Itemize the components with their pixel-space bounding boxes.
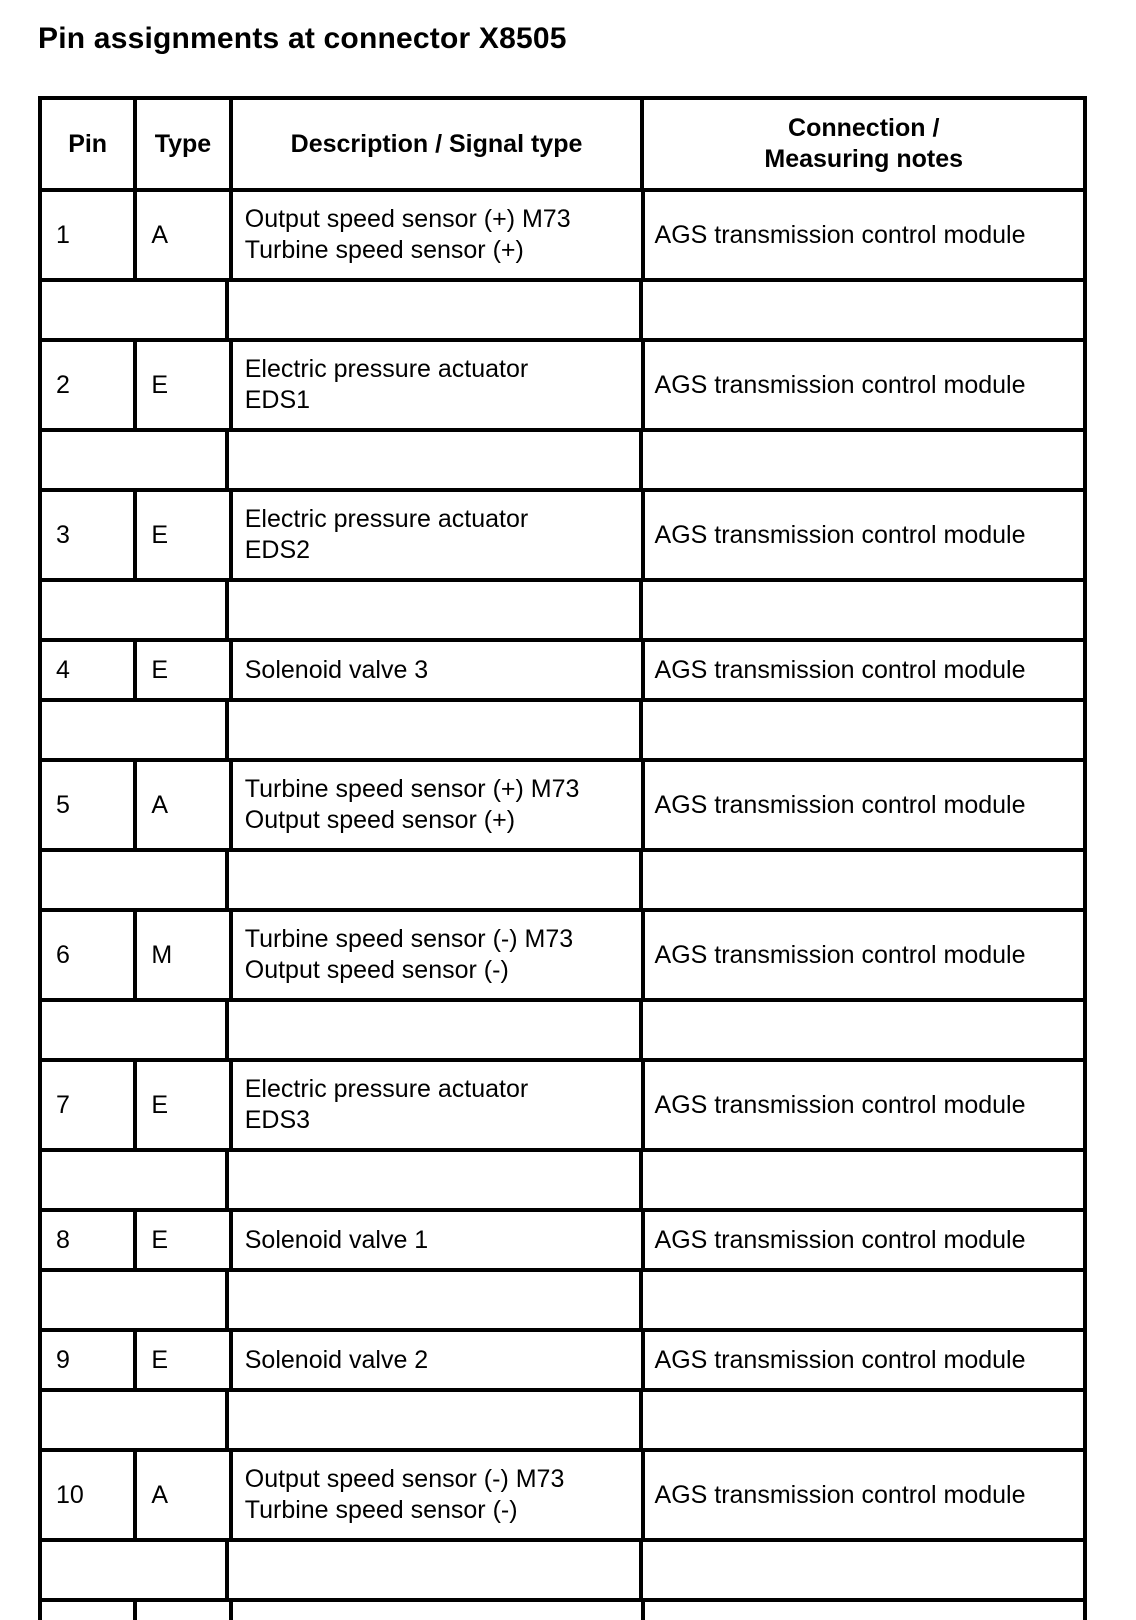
- connection-cell: AGS transmission control module: [654, 220, 1026, 249]
- description-line1: Solenoid valve 2: [244, 1345, 429, 1374]
- spacer-cell: [42, 1392, 229, 1448]
- header-pin: Pin: [42, 100, 137, 188]
- description-cell: [233, 912, 645, 998]
- type-cell: M: [137, 912, 232, 998]
- type-cell: E: [137, 1062, 232, 1148]
- header-description: Description / Signal type: [233, 100, 645, 188]
- pin-cell: 6: [42, 912, 137, 998]
- description-cell: [233, 492, 645, 578]
- spacer-cell: [42, 852, 229, 908]
- table-row: [38, 488, 1087, 578]
- type-cell: A: [137, 192, 232, 278]
- description-line2: EDS1: [244, 386, 311, 414]
- page-title: Pin assignments at connector X8505: [38, 22, 567, 55]
- description-cell: [233, 1332, 645, 1388]
- spacer-cell: [643, 582, 1083, 638]
- pin-cell: 1: [42, 192, 137, 278]
- description-cell: [233, 1452, 645, 1538]
- spacer-row: [38, 998, 1087, 1058]
- description-cell: [233, 642, 645, 698]
- table-row: [38, 908, 1087, 998]
- description-line1: Output speed sensor (-) M73: [244, 1465, 565, 1493]
- pin-cell: 3: [42, 492, 137, 578]
- description-line1: Output speed sensor (+) M73: [244, 205, 571, 233]
- description-line1: Turbine speed sensor (-) M73: [244, 925, 574, 953]
- type-cell: E: [137, 492, 232, 578]
- spacer-row: [38, 278, 1087, 338]
- description-line2: EDS3: [244, 1106, 311, 1134]
- spacer-row: [38, 848, 1087, 908]
- pin-cell: 2: [42, 342, 137, 428]
- spacer-row: [38, 698, 1087, 758]
- table-row: [38, 1328, 1087, 1388]
- connection-cell: AGS transmission control module: [654, 1345, 1026, 1374]
- connection-cell: AGS transmission control module: [654, 1225, 1026, 1254]
- spacer-row: [38, 1388, 1087, 1448]
- header-connection-line2: Measuring notes: [764, 145, 964, 173]
- table-header-row: [38, 96, 1087, 188]
- connection-cell: [645, 1602, 1084, 1620]
- connection-cell: AGS transmission control module: [654, 370, 1026, 399]
- description-cell: [233, 1602, 645, 1620]
- spacer-cell: [229, 1152, 642, 1208]
- table-row: [38, 188, 1087, 278]
- type-cell: E: [137, 642, 232, 698]
- spacer-row: [38, 1268, 1087, 1328]
- spacer-cell: [643, 1002, 1083, 1058]
- spacer-cell: [42, 1542, 229, 1598]
- description-cell: [233, 762, 645, 848]
- spacer-cell: [643, 1392, 1083, 1448]
- spacer-cell: [229, 1392, 642, 1448]
- description-cell: [233, 1212, 645, 1268]
- description-cell: [233, 1062, 645, 1148]
- table-row: [38, 758, 1087, 848]
- type-cell: A: [137, 1452, 232, 1538]
- header-connection: [644, 100, 1083, 188]
- spacer-row: [38, 1538, 1087, 1598]
- spacer-cell: [42, 282, 229, 338]
- connection-cell: AGS transmission control module: [654, 790, 1026, 819]
- description-line1: Electric pressure actuator: [244, 505, 529, 533]
- type-cell: A: [137, 762, 232, 848]
- spacer-cell: [42, 432, 229, 488]
- spacer-cell: [229, 282, 642, 338]
- spacer-cell: [229, 702, 642, 758]
- description-line1: Electric pressure actuator: [244, 1075, 529, 1103]
- type-cell: E: [137, 1332, 232, 1388]
- pin-cell: 4: [42, 642, 137, 698]
- spacer-cell: [229, 1272, 642, 1328]
- pin-cell: 9: [42, 1332, 137, 1388]
- description-cell: [233, 342, 645, 428]
- spacer-cell: [643, 432, 1083, 488]
- spacer-cell: [229, 852, 642, 908]
- description-line1: Turbine speed sensor (+) M73: [244, 775, 580, 803]
- connection-cell: AGS transmission control module: [654, 940, 1026, 969]
- description-line2: EDS2: [244, 536, 311, 564]
- spacer-cell: [42, 1272, 229, 1328]
- spacer-row: [38, 428, 1087, 488]
- description-line2: Turbine speed sensor (-): [244, 1496, 518, 1524]
- pin-cell: 7: [42, 1062, 137, 1148]
- description-line2: Output speed sensor (+): [244, 806, 516, 834]
- spacer-cell: [42, 582, 229, 638]
- connection-cell: AGS transmission control module: [654, 520, 1026, 549]
- spacer-cell: [643, 1542, 1083, 1598]
- spacer-cell: [229, 1542, 642, 1598]
- table-row: [38, 1448, 1087, 1538]
- description-cell: [233, 192, 645, 278]
- spacer-cell: [42, 1002, 229, 1058]
- description-line1: Solenoid valve 3: [244, 655, 429, 684]
- spacer-cell: [42, 702, 229, 758]
- description-line1: Solenoid valve 1: [244, 1225, 429, 1254]
- table-body: [38, 188, 1087, 1620]
- description-line2: Turbine speed sensor (+): [244, 236, 524, 264]
- spacer-cell: [42, 1152, 229, 1208]
- table-row: [38, 338, 1087, 428]
- spacer-row: [38, 578, 1087, 638]
- table-row: [38, 638, 1087, 698]
- pin-cell: 5: [42, 762, 137, 848]
- spacer-cell: [643, 852, 1083, 908]
- table-row: [38, 1058, 1087, 1148]
- table-row-cutoff: [38, 1598, 1087, 1620]
- description-line1: Electric pressure actuator: [244, 355, 529, 383]
- description-line2: Output speed sensor (-): [244, 956, 509, 984]
- spacer-cell: [229, 582, 642, 638]
- spacer-cell: [229, 1002, 642, 1058]
- pin-cell: [42, 1602, 137, 1620]
- type-cell: E: [137, 1212, 232, 1268]
- header-connection-line1: Connection /: [788, 114, 940, 142]
- spacer-cell: [643, 1272, 1083, 1328]
- type-cell: E: [137, 342, 232, 428]
- pin-cell: 8: [42, 1212, 137, 1268]
- pin-cell: 10: [42, 1452, 137, 1538]
- table-row: [38, 1208, 1087, 1268]
- header-type: Type: [137, 100, 232, 188]
- type-cell: [137, 1602, 232, 1620]
- connection-cell: AGS transmission control module: [654, 655, 1026, 684]
- connection-cell: AGS transmission control module: [654, 1090, 1026, 1119]
- spacer-cell: [643, 282, 1083, 338]
- spacer-row: [38, 1148, 1087, 1208]
- spacer-cell: [229, 432, 642, 488]
- pin-assignment-table: [38, 96, 1087, 1620]
- spacer-cell: [643, 1152, 1083, 1208]
- connection-cell: AGS transmission control module: [654, 1480, 1026, 1509]
- spacer-cell: [643, 702, 1083, 758]
